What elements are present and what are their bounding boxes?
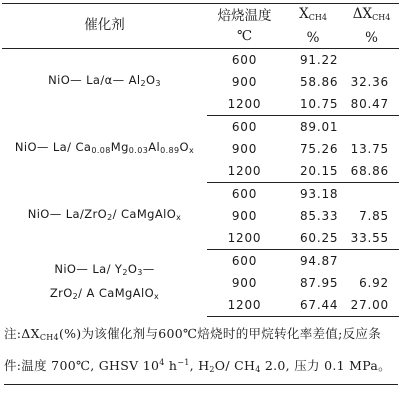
header-dx bbox=[344, 4, 399, 49]
header-dx-unit: % bbox=[365, 30, 378, 46]
calcination-temp: 600 bbox=[231, 120, 258, 134]
methane-conversion: 87.95 bbox=[300, 276, 339, 290]
methane-conversion: 91.22 bbox=[300, 53, 339, 67]
calcination-temp: 900 bbox=[231, 209, 258, 223]
conversion-difference: 7.85 bbox=[359, 209, 389, 223]
catalyst-name: NiO— La/α— $Al_2O_3$ bbox=[48, 73, 161, 89]
header-row bbox=[2, 4, 399, 49]
calcination-temp: 900 bbox=[231, 276, 258, 290]
methane-conversion: 93.18 bbox=[300, 187, 339, 201]
conversion-difference: 13.75 bbox=[350, 142, 389, 156]
header-temp-line1: 焙烧温度 bbox=[217, 8, 272, 24]
calcination-temp: 1200 bbox=[207, 294, 282, 317]
methane-conversion: 58.86 bbox=[300, 75, 339, 89]
calcination-temp: 1200 bbox=[207, 160, 282, 183]
calcination-temp: 600 bbox=[231, 53, 258, 67]
header-dx-label bbox=[344, 4, 399, 28]
conversion-difference bbox=[344, 116, 399, 139]
header-x-sub: CH4 bbox=[308, 13, 327, 22]
calcination-temp: 900 bbox=[231, 142, 258, 156]
conversion-difference: 80.47 bbox=[344, 93, 399, 116]
calcination-temp: 600 bbox=[231, 254, 258, 268]
methane-conversion: 60.25 bbox=[282, 227, 344, 250]
methane-conversion: 20.15 bbox=[282, 160, 344, 183]
conversion-difference bbox=[344, 250, 399, 273]
catalyst-name: NiO— La/ $Ca_{0.08}Mg_{0.03}Al_{0.89}O_x$ bbox=[14, 140, 195, 155]
conversion-difference: 6.92 bbox=[359, 276, 389, 290]
methane-conversion: 94.87 bbox=[300, 254, 339, 268]
calcination-temp: 900 bbox=[231, 75, 258, 89]
header-x bbox=[282, 4, 344, 49]
catalyst-table bbox=[2, 3, 399, 317]
table-row bbox=[2, 49, 399, 72]
calcination-temp: 1200 bbox=[207, 227, 282, 250]
header-x-label bbox=[282, 4, 344, 28]
catalyst-name: NiO— La/ZrO$_2$/ CaMgAlO$_x$ bbox=[27, 207, 182, 222]
conversion-difference: 33.55 bbox=[344, 227, 399, 250]
conversion-difference: 27.00 bbox=[344, 294, 399, 317]
header-catalyst: 催化剂 bbox=[2, 4, 207, 49]
methane-conversion: 89.01 bbox=[300, 120, 339, 134]
calcination-temp: 1200 bbox=[207, 93, 282, 116]
header-dx-sub: CH4 bbox=[372, 13, 391, 22]
conversion-difference bbox=[344, 183, 399, 206]
table-row bbox=[2, 116, 399, 139]
conversion-difference bbox=[344, 49, 399, 72]
methane-conversion: 10.75 bbox=[282, 93, 344, 116]
methane-conversion: 75.26 bbox=[300, 142, 339, 156]
table-footnote: 注$:\Delta X_{CH4}(\%)$为该催化剂与600℃焙烧时的甲烷转化率差值;反应条件:温度 700℃, GHSV $10^4$ $h^{-1}$, $H_2O/$ $CH_4$ 2.0, 压力 0.1 MPa。 bbox=[4, 322, 398, 385]
table-row bbox=[2, 183, 399, 206]
conversion-difference: 32.36 bbox=[350, 75, 389, 89]
header-x-unit: % bbox=[306, 30, 320, 46]
header-temp-line2: ℃ bbox=[236, 28, 253, 44]
calcination-temp: 600 bbox=[231, 187, 258, 201]
methane-conversion: 85.33 bbox=[300, 209, 339, 223]
catalyst-name: NiO— La/ $Y_2O_3—$ ZrO$_2$/ A CaMgAlO$_x$ bbox=[49, 262, 160, 301]
header-x-main: X bbox=[299, 6, 309, 22]
conversion-difference: 68.86 bbox=[344, 160, 399, 183]
methane-conversion: 67.44 bbox=[282, 294, 344, 317]
header-dx-main: ΔX bbox=[352, 6, 373, 22]
table-row bbox=[2, 250, 399, 273]
table-body bbox=[2, 49, 399, 317]
header-temp bbox=[207, 4, 282, 49]
